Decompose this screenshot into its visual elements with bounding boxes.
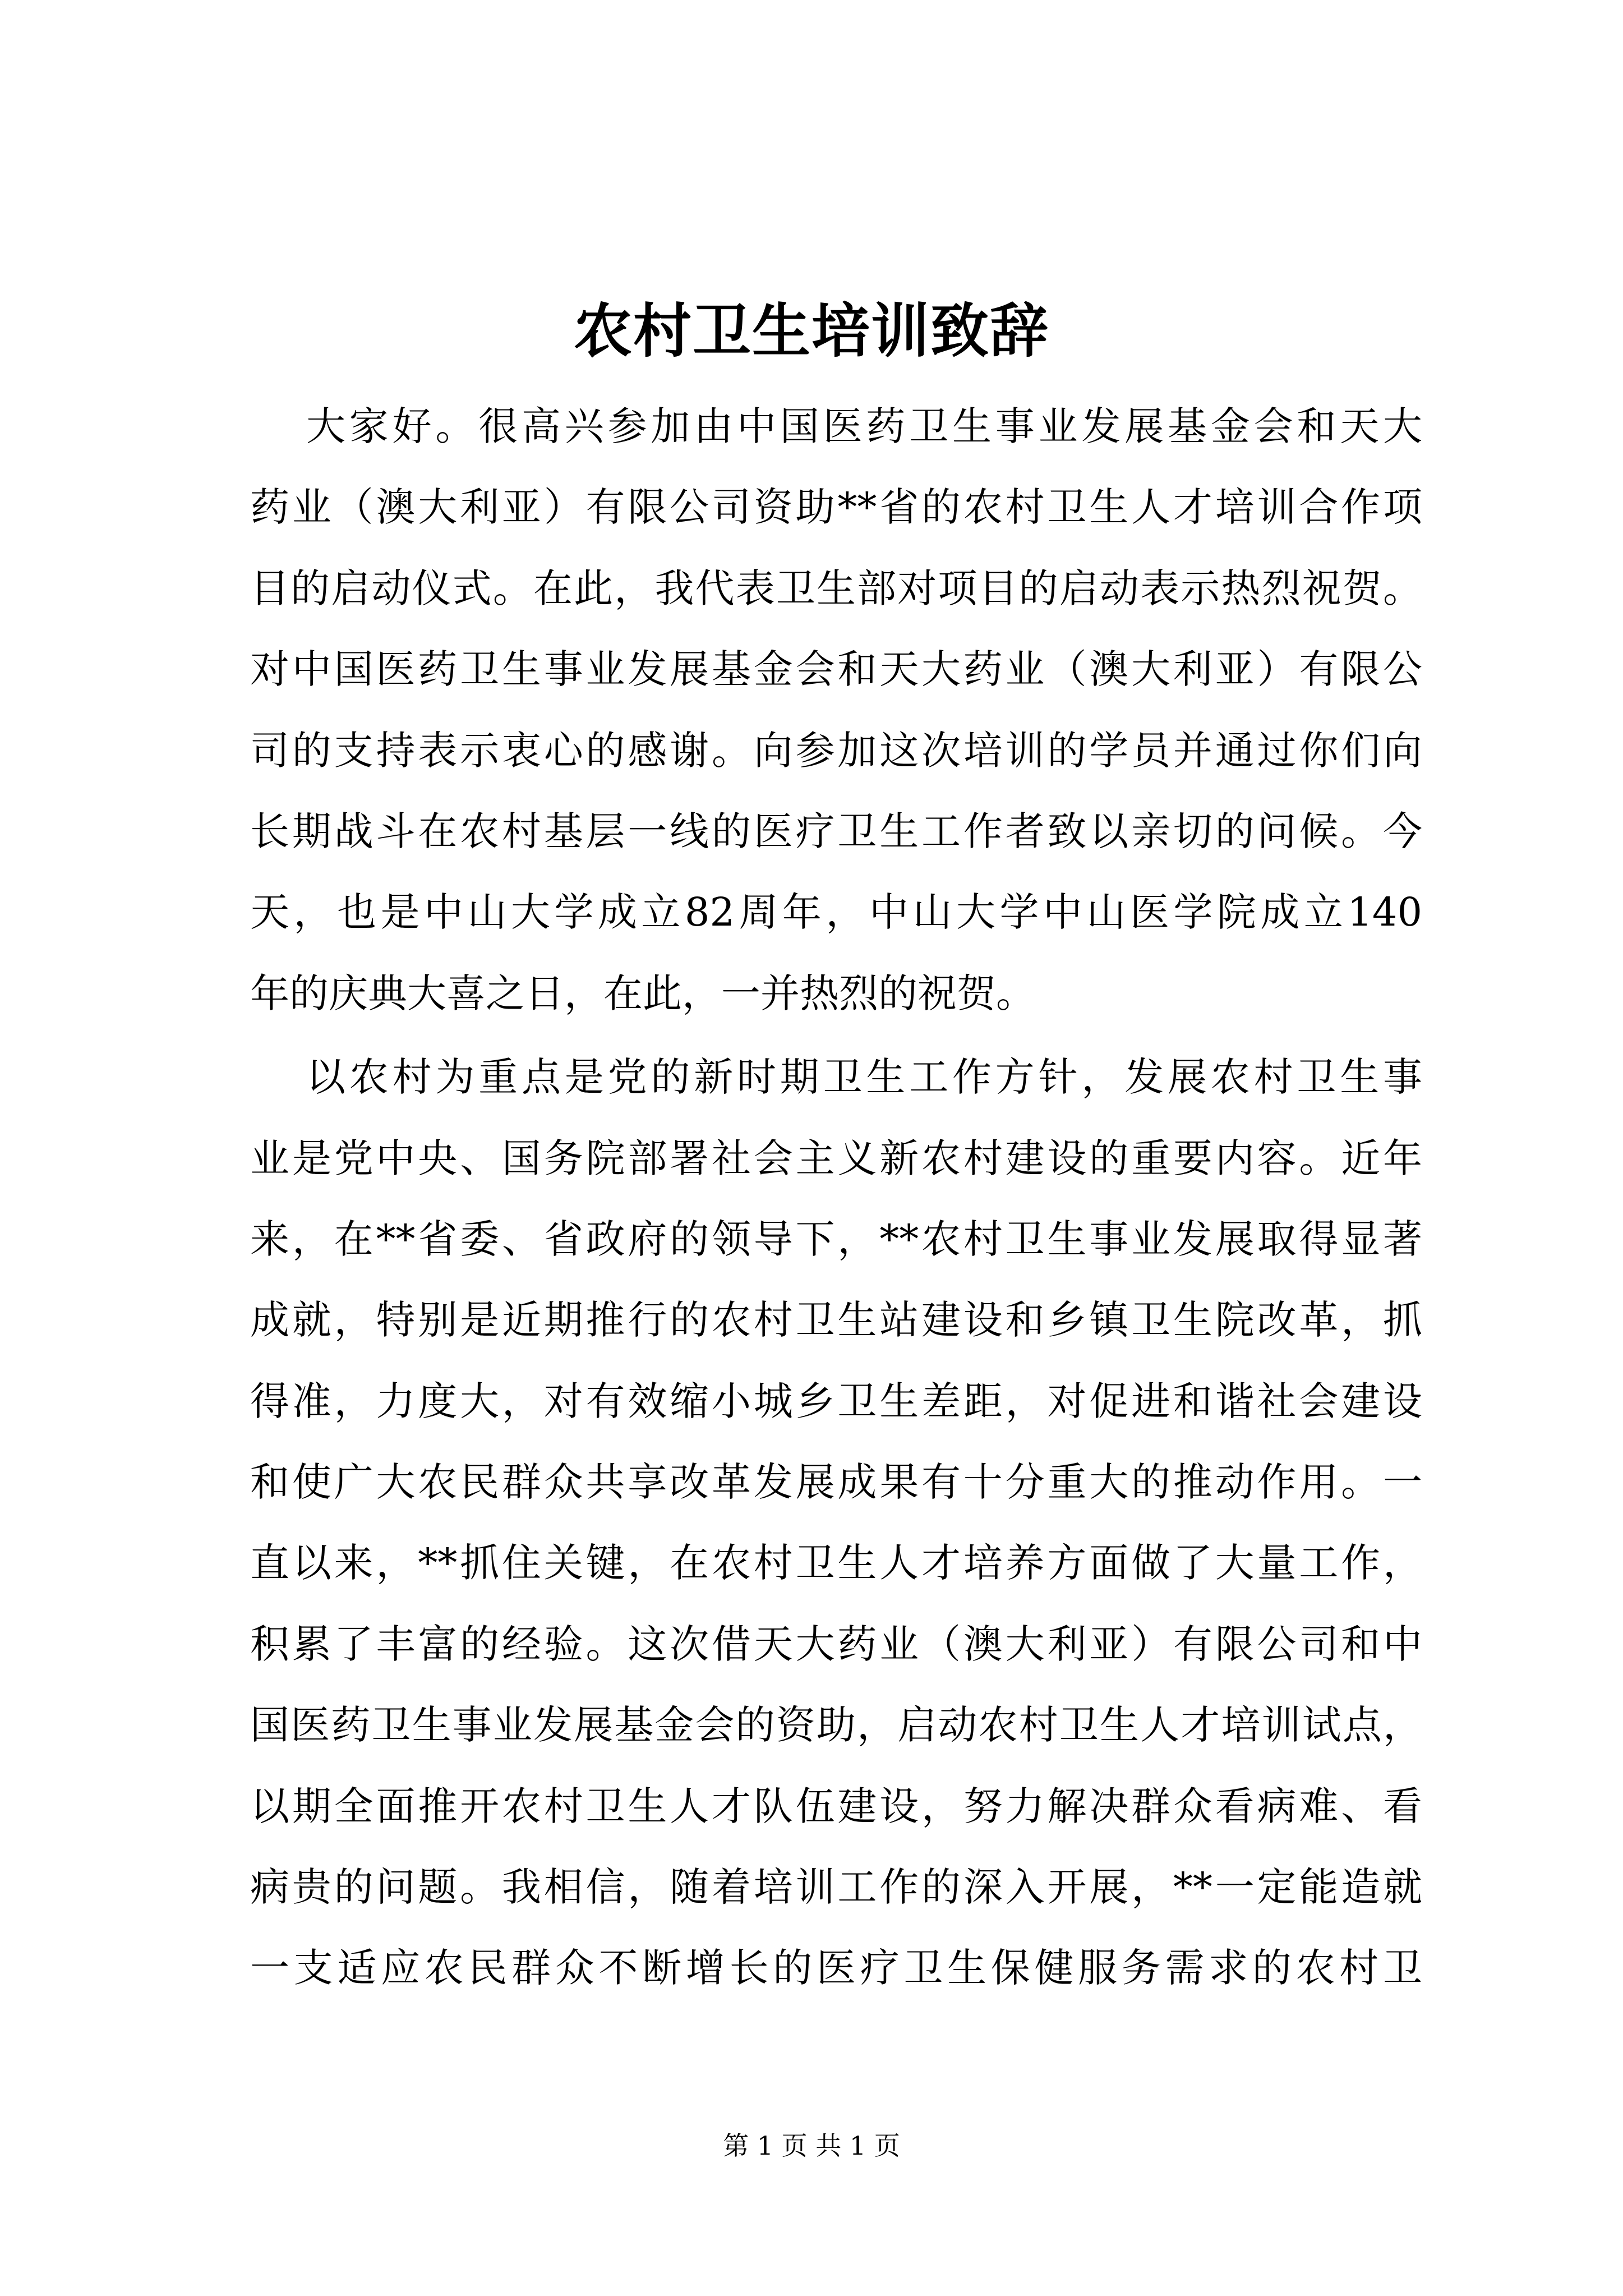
paragraph-line: 药业（澳大利亚）有限公司资助**省的农村卫生人才培训合作项	[250, 484, 1422, 531]
paragraph-2	[250, 1037, 1422, 2009]
paragraph-line: 目的启动仪式。在此，我代表卫生部对项目的启动表示热烈祝贺。	[250, 565, 1422, 611]
paragraph-line: 以期全面推开农村卫生人才队伍建设，努力解决群众看病难、看	[250, 1783, 1422, 1829]
paragraph-1	[250, 386, 1422, 1034]
paragraph-line: 和使广大农民群众共享改革发展成果有十分重大的推动作用。一	[250, 1459, 1422, 1506]
page-footer: 第 1 页 共 1 页	[723, 2131, 900, 2161]
paragraph-line: 成就，特别是近期推行的农村卫生站建设和乡镇卫生院改革，抓	[250, 1297, 1422, 1343]
paragraph-line: 直以来，**抓住关键，在农村卫生人才培养方面做了大量工作，	[250, 1540, 1422, 1586]
paragraph-line: 年的庆典大喜之日，在此，一并热烈的祝贺。	[250, 970, 1035, 1016]
paragraph-line: 以农村为重点是党的新时期卫生工作方针，发展农村卫生事	[306, 1054, 1422, 1101]
paragraph-line: 业是党中央、国务院部署社会主义新农村建设的重要内容。近年	[250, 1135, 1422, 1181]
paragraph-line: 国医药卫生事业发展基金会的资助，启动农村卫生人才培训试点，	[250, 1702, 1422, 1749]
paragraph-line: 司的支持表示衷心的感谢。向参加这次培训的学员并通过你们向	[250, 727, 1422, 774]
paragraph-line: 来，在**省委、省政府的领导下，**农村卫生事业发展取得显著	[250, 1216, 1422, 1262]
paragraph-line: 病贵的问题。我相信，随着培训工作的深入开展，**一定能造就	[250, 1864, 1422, 1911]
paragraph-line: 天，也是中山大学成立82周年，中山大学中山医学院成立140	[250, 889, 1422, 936]
paragraph-line: 大家好。很高兴参加由中国医药卫生事业发展基金会和天大	[306, 403, 1422, 449]
paragraph-line: 长期战斗在农村基层一线的医疗卫生工作者致以亲切的问候。今	[250, 808, 1422, 854]
document-body	[250, 386, 1422, 2009]
paragraph-line: 积累了丰富的经验。这次借天大药业（澳大利亚）有限公司和中	[250, 1621, 1422, 1667]
document-title: 农村卫生培训致辞	[573, 296, 1049, 365]
paragraph-line: 对中国医药卫生事业发展基金会和天大药业（澳大利亚）有限公	[250, 646, 1422, 693]
paragraph-line: 得准，力度大，对有效缩小城乡卫生差距，对促进和谐社会建设	[250, 1378, 1422, 1424]
paragraph-line: 一支适应农民群众不断增长的医疗卫生保健服务需求的农村卫	[250, 1945, 1422, 1991]
